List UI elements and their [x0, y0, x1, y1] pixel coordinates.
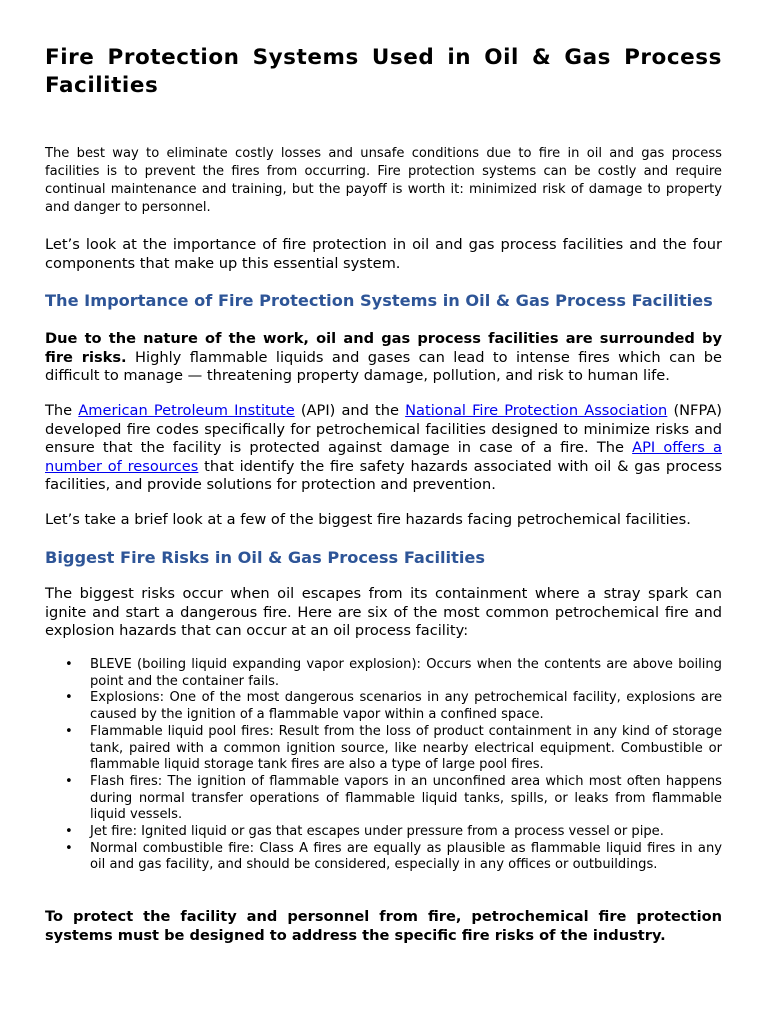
- intro-paragraph-1: The best way to eliminate costly losses and unsafe conditions due to fire in oil and gas process facilities is to prevent the fires from occurring. Fire protection systems can be costly and require continual maintenance and training, but the payoff is worth it: minimized risk of damage to property and danger to personnel.: [45, 146, 722, 215]
- api-text-2: (API) and the: [294, 402, 406, 419]
- page-title: Fire Protection Systems Used in Oil & Gas Process Facilities: [45, 45, 722, 98]
- importance-lead-rest: Highly flammable liquids and gases can lead to intense fires which can be difficult to manage — threatening property damage, pollution, and risk to human life.: [45, 348, 722, 384]
- list-item-text: Flammable liquid pool fires: Result from the loss of product containment in any kind of storage tank, paired with a common ignition source, like nearby electrical equipment. Combustible or flammable liquid storage tank fires are also a type of large pool fires.: [90, 723, 722, 773]
- list-item: [45, 690, 722, 723]
- list-item: [45, 657, 722, 690]
- nfpa-link[interactable]: National Fire Protection Association: [405, 402, 668, 419]
- list-item-text: Flash fires: The ignition of flammable vapors in an unconfined area which most often happens during normal transfer operations of flammable liquid tanks, spills, or leaks from flammable liquid vessels.: [90, 773, 722, 823]
- list-item: [45, 724, 722, 774]
- list-item-text: Explosions: One of the most dangerous scenarios in any petrochemical facility, explosions are caused by the ignition of a flammable vapor within a confined space.: [90, 690, 722, 723]
- importance-paragraph-3: Let’s take a brief look at a few of the biggest fire hazards facing petrochemical facilities.: [45, 511, 691, 528]
- bullet-icon: •: [65, 840, 73, 856]
- api-text-4: that identify the fire safety hazards associated with oil & gas process facilities, and provide solutions for protection and prevention.: [45, 457, 722, 493]
- bullet-icon: •: [65, 824, 73, 840]
- importance-paragraph-1: [45, 330, 722, 386]
- importance-paragraph-2: [45, 402, 722, 495]
- importance-lead-bold: Due to the nature of the work, oil and gas process facilities are surrounded by fire risks.: [45, 330, 722, 366]
- api-text-3: (NFPA) developed fire codes specifically for petrochemical facilities designed to minimize risks and ensure that the facility is protected against damage in case of a fire. The: [45, 402, 722, 456]
- list-item-text: Jet fire: Ignited liquid or gas that escapes under pressure from a process vessel or pipe.: [90, 824, 664, 840]
- closing-statement: To protect the facility and personnel from fire, petrochemical fire protection systems must be designed to address the specific fire risks of the industry.: [45, 908, 722, 944]
- section-heading-risks: Biggest Fire Risks in Oil & Gas Process Facilities: [45, 548, 485, 567]
- risks-paragraph-1: The biggest risks occur when oil escapes from its containment where a stray spark can ignite and start a dangerous fire. Here are six of the most common petrochemical fire and explosion hazards that can occur at an oil process facility:: [45, 585, 722, 639]
- api-link[interactable]: American Petroleum Institute: [78, 402, 295, 419]
- section-heading-importance: The Importance of Fire Protection Systems in Oil & Gas Process Facilities: [45, 291, 713, 310]
- bullet-icon: •: [65, 773, 73, 789]
- api-resources-link[interactable]: API offers a number of resources: [45, 439, 722, 475]
- list-item-text: Normal combustible fire: Class A fires are equally as plausible as flammable liquid fires in any oil and gas facility, and should be considered, especially in any offices or outbuildings.: [90, 840, 722, 873]
- list-item: [45, 841, 722, 874]
- list-item: [45, 774, 722, 824]
- list-item-text: BLEVE (boiling liquid expanding vapor explosion): Occurs when the contents are above boiling point and the container fails.: [90, 657, 722, 689]
- bullet-icon: •: [65, 657, 73, 672]
- api-text-1: The: [45, 402, 79, 419]
- bullet-icon: •: [65, 723, 73, 739]
- fire-risks-list: [45, 657, 722, 874]
- bullet-icon: •: [65, 690, 73, 706]
- list-item: [45, 824, 722, 841]
- intro-paragraph-2: Let’s look at the importance of fire protection in oil and gas process facilities and the four components that make up this essential system.: [45, 236, 722, 272]
